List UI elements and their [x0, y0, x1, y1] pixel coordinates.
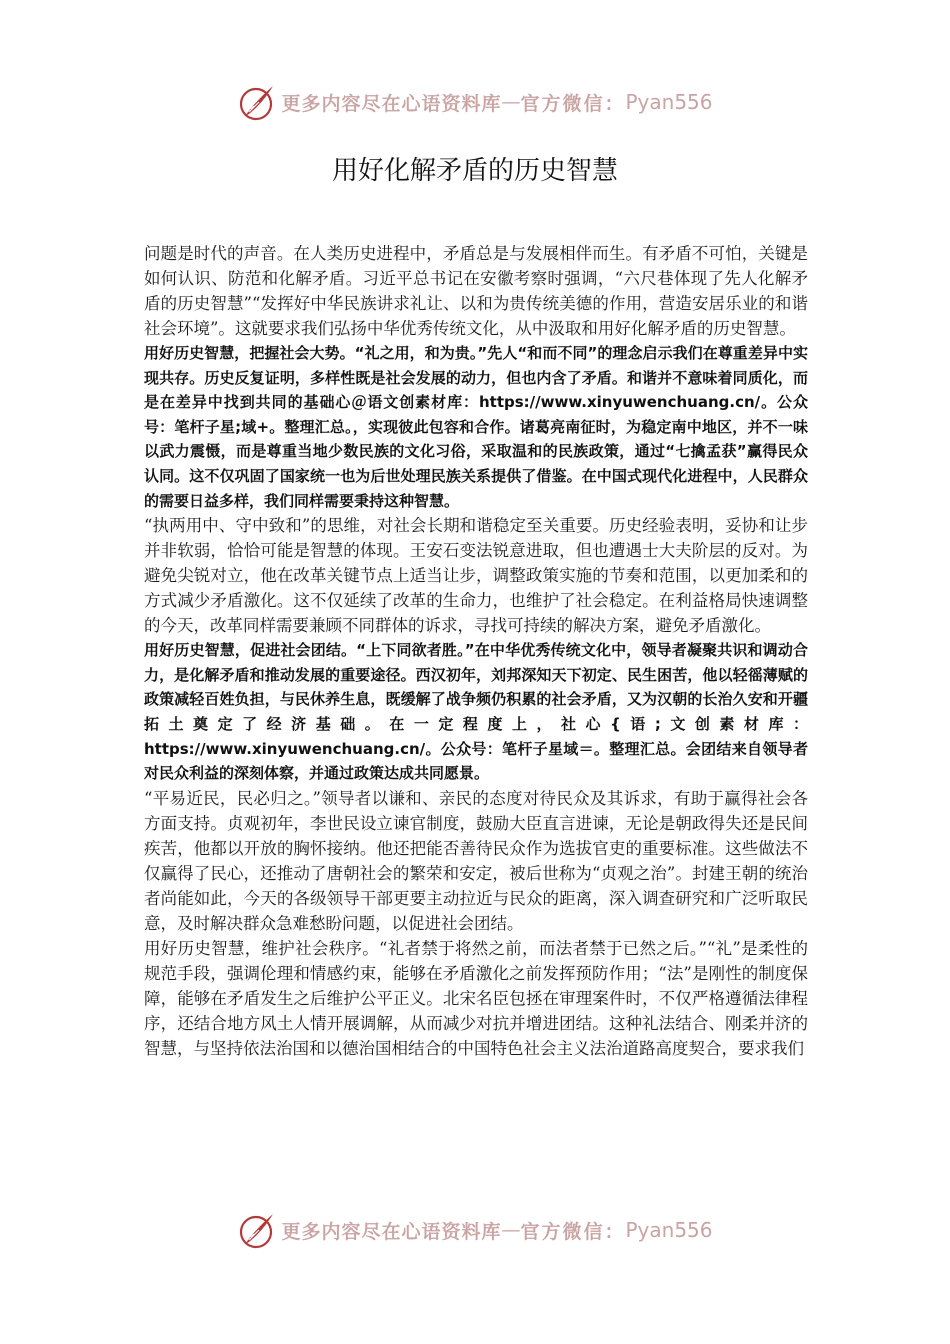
page-title: 用好化解矛盾的历史智慧 — [331, 156, 618, 186]
paragraph-social-unity: 用好历史智慧，促进社会团结。“上下同欲者胜。”在中华优秀传统文化中，领导者凝聚共识和调动合力，是化解矛盾和推动发展的重要途径。西汉初年，刘邦深知天下初定、民生困苦，他以轻徭薄赋的政策减轻百姓负担，与民休养生息，既缓解了战争频仍积累的社会矛盾，又为汉朝的长治久安和开疆拓土奠定了经济基础。在一定程度上，社心{语;文创素材库：https://www.xinyuwenchuang.cn/。公众号：笔杆子星域＝。整理汇总。会团结来自领导者对民众利益的深刻体察，并通过政策达成共同愿景。 — [144, 641, 808, 783]
paragraph-social-order: 用好历史智慧，维护社会秩序。“礼者禁于将然之前，而法者禁于已然之后。”“礼”是柔性的规范手段，强调伦理和情感约束，能够在矛盾激化之前发挥预防作用；“法”是刚性的制度保障，能够在矛盾发生之后维护公平正义。北宋名臣包拯在审理案件时，不仅严格遵循法律程序，还结合地方风土人情开展调解，从而减少对抗并增进团结。这种礼法结合、刚柔并济的智慧，与坚持依法治国和以德治国相结合的中国特色社会主义法治道路高度契合，要求我们 — [144, 938, 808, 1058]
header-banner — [0, 78, 950, 126]
quill-pen-logo-icon — [237, 82, 277, 122]
quill-pen-logo-icon — [237, 1210, 277, 1250]
banner-brand: 更多内容尽在心语资料库 — [281, 1220, 502, 1243]
paragraph-moderation: “执两用中、守中致和”的思维，对社会长期和谐稳定至关重要。历史经验表明，妥协和让步并非软弱，恰恰可能是智慧的体现。王安石变法锐意进取，但也遭遇士大夫阶层的反对。为避免尖锐对立，他在改革关键节点上适当让步，调整政策实施的节奏和范围，以更加柔和的方式减少矛盾激化。这不仅延续了改革的生命力，也维护了社会稳定。在利益格局快速调整的今天，改革同样需要兼顾不同群体的诉求，寻找可持续的解决方案，避免矛盾激化。 — [144, 516, 808, 636]
banner-separator: — — [501, 91, 521, 113]
article-body — [144, 241, 808, 1061]
paragraph-intro: 问题是时代的声音。在人类历史进程中，矛盾总是与发展相伴而生。有矛盾不可怕，关键是如何认识、防范和化解矛盾。习近平总书记在安徽考察时强调，“六尺巷体现了先人化解矛盾的历史智慧”“发挥好中华民族讲求礼让、以和为贵传统美德的作用，营造安居乐业的和谐社会环境”。这就要求我们弘扬中华优秀传统文化，从中汲取和用好化解矛盾的历史智慧。 — [144, 244, 808, 338]
banner-contact-id: Pyan556 — [625, 1218, 713, 1242]
banner-contact-label: 官方微信： — [520, 92, 626, 115]
banner-separator: — — [501, 1219, 521, 1241]
footer-banner — [0, 1206, 950, 1254]
banner-contact-label: 官方微信： — [520, 1220, 626, 1243]
banner-brand: 更多内容尽在心语资料库 — [281, 92, 502, 115]
paragraph-social-trend: 用好历史智慧，把握社会大势。“礼之用，和为贵。”先人“和而不同”的理念启示我们在尊重差异中实现共存。历史反复证明，多样性既是社会发展的动力，但也内含了矛盾。和谐并不意味着同质化，而是在差异中找到共同的基础心＠语文创素材库：https://www.xinyuwenchuang.cn/。公众号：笔杆子星;域+。整理汇总。，实现彼此包容和合作。诸葛亮南征时，为稳定南中地区，并不一味以武力震慑，而是尊重当地少数民族的文化习俗，采取温和的民族政策，通过“七擒孟获”赢得民众认同。这不仅巩固了国家统一也为后世处理民族关系提供了借鉴。在中国式现代化进程中，人民群众的需要日益多样，我们同样需要秉持这种智慧。 — [144, 344, 808, 510]
paragraph-close-to-people: “平易近民，民必归之。”领导者以谦和、亲民的态度对待民众及其诉求，有助于赢得社会各方面支持。贞观初年，李世民设立谏官制度，鼓励大臣直言进谏，无论是朝政得失还是民间疾苦，他都以开放的胸怀接纳。他还把能否善待民众作为选拔官吏的重要标准。这些做法不仅赢得了民心，还推动了唐朝社会的繁荣和安定，被后世称为“贞观之治”。封建王朝的统治者尚能如此，今天的各级领导干部更要主动拉近与民众的距离，深入调查研究和广泛听取民意，及时解决群众急难愁盼问题，以促进社会团结。 — [144, 788, 808, 933]
banner-contact-id: Pyan556 — [625, 90, 713, 114]
